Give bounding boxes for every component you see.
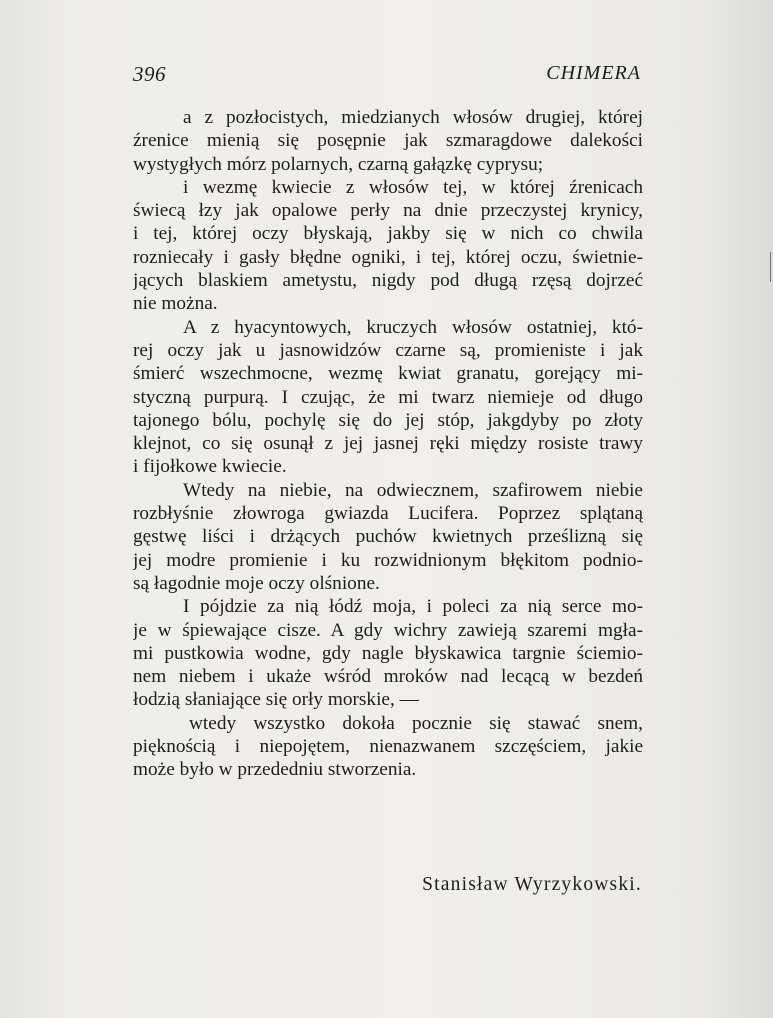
text-line: pięknością i niepojętem, nienazwanem szczęściem, jakie: [133, 736, 643, 758]
text-line: gęstwę liści i drżących puchów kwietnych prześlizną się: [133, 526, 643, 548]
poem-text: [133, 106, 643, 782]
text-line: świecą łzy jak opalowe perły na dnie przeczystej krynicy,: [133, 200, 643, 222]
text-line: nem niebem i ukaże wśród mroków nad lecącą w bezdeń: [133, 666, 643, 688]
page-number: 396: [133, 62, 166, 86]
text-line: a z pozłocistych, miedzianych włosów drugiej, której: [183, 107, 643, 128]
text-line: nie można.: [133, 293, 218, 315]
text-line: styczną purpurą. I czując, że mi twarz niemieje od długo: [133, 386, 643, 408]
running-title: CHIMERA: [546, 62, 641, 84]
text-line: mi pustkowia wodne, gdy nagle błyskawica targnie ściemio-: [133, 642, 643, 664]
text-line: I pójdzie za nią łódź moja, i poleci za nią serce mo-: [183, 596, 643, 618]
text-line: klejnot, co się osunął z jej jasnej ręki między rosiste trawy: [133, 433, 643, 455]
text-line: może było w przededniu stworzenia.: [133, 759, 417, 781]
text-line: je w śpiewające cisze. A gdy wichry zawieją szaremi mgła-: [133, 619, 643, 641]
text-line: Wtedy na niebie, na odwiecznem, szafirowem niebie: [183, 479, 643, 501]
text-line: jących blaskiem ametystu, nigdy pod długą rzęsą dojrzeć: [133, 270, 643, 292]
text-line: i tej, której oczy błyskają, jakby się w nich co chwila: [133, 223, 643, 245]
text-line: wystygłych mórz polarnych, czarną gałązkę cyprysu;: [133, 153, 544, 175]
text-line: łodzią słaniające się orły morskie, —: [133, 689, 419, 711]
text-line: śmierć wszechmocne, wezmę kwiat granatu, gorejący mi-: [133, 363, 643, 385]
page-header: [133, 62, 641, 90]
text-line: rozbłyśnie złowroga gwiazda Lucifera. Poprzez splątaną: [133, 503, 643, 525]
text-line: jej modre promienie i ku rozwidnionym błękitom podnio-: [133, 549, 643, 571]
author-signature: Stanisław Wyrzykowski.: [422, 874, 642, 895]
text-line: A z hyacyntowych, kruczych włosów ostatniej, któ-: [183, 316, 643, 338]
text-line: i fijołkowe kwiecie.: [133, 456, 287, 478]
text-line: wtedy wszystko dokoła pocznie się stawać snem,: [189, 712, 643, 734]
text-line: rej oczy jak u jasnowidzów czarne są, promieniste i jak: [133, 339, 643, 361]
text-line: tajonego bólu, pochylę się do jej stóp, jakgdyby po złoty: [133, 409, 643, 431]
text-line: źrenice mienią się posępnie jak szmaragdowe dalekości: [133, 130, 643, 152]
text-line: są łagodnie moje oczy olśnione.: [133, 572, 380, 594]
text-line: i wezmę kwiecie z włosów tej, w której źrenicach: [183, 176, 643, 198]
text-line: rozniecały i gasły błędne ogniki, i tej, której oczu, świetnie-: [133, 246, 643, 268]
